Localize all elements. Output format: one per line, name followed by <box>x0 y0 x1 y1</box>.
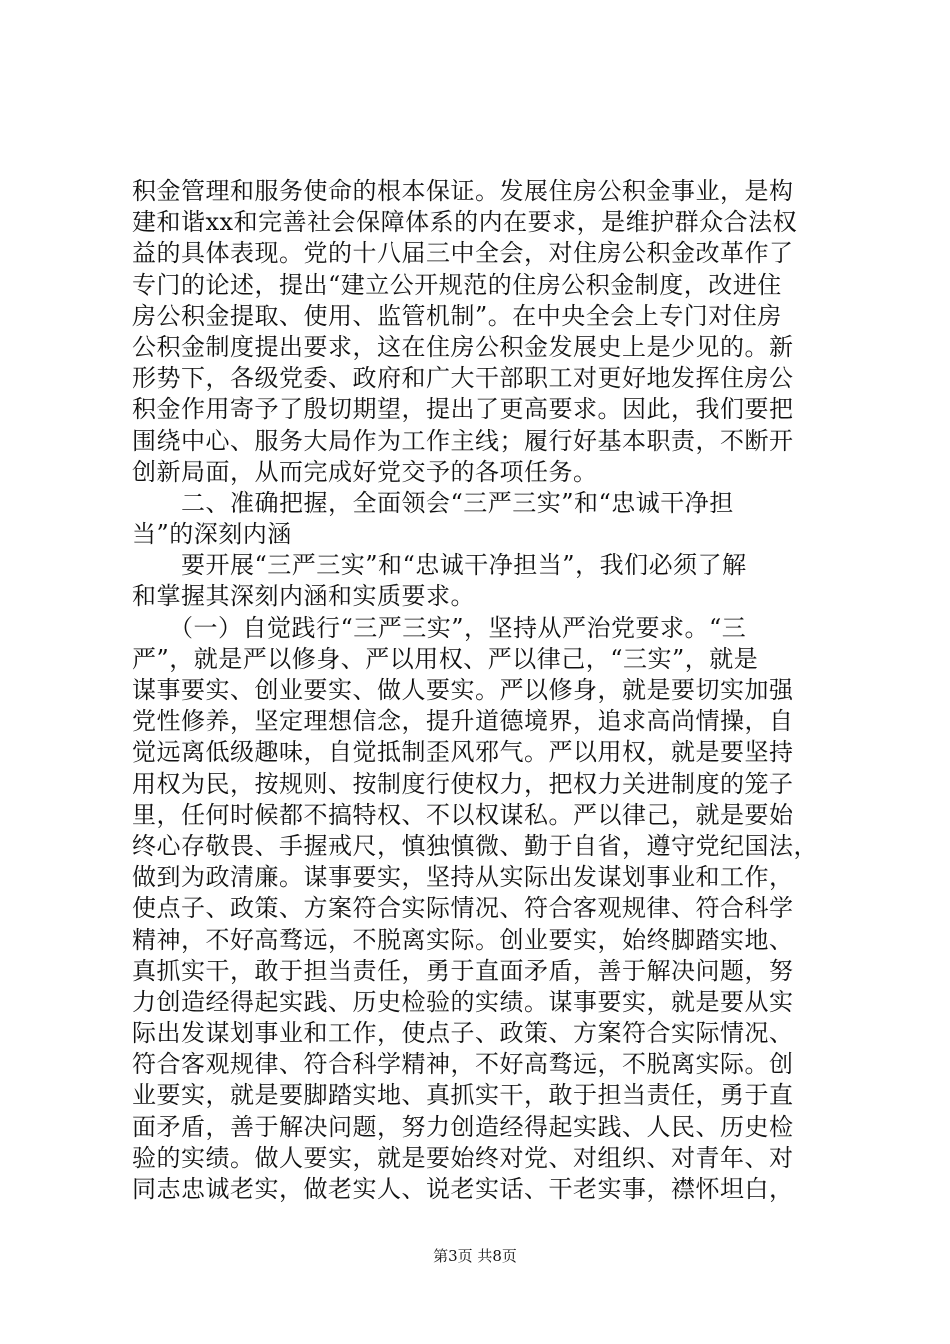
text-line: 益的具体表现。党的十八届三中全会，对住房公积金改革作了 <box>132 239 794 268</box>
text-line: 里，任何时候都不搞特权、不以权谋私。严以律己，就是要始 <box>132 800 794 829</box>
text-line: 精神，不好高骛远，不脱离实际。创业要实，始终脚踏实地、 <box>132 925 794 954</box>
text-line: 创新局面，从而完成好党交予的各项任务。 <box>132 457 598 486</box>
text-line: 专门的论述，提出“建立公开规范的住房公积金制度，改进住 <box>132 270 782 299</box>
text-line: 谋事要实、创业要实、做人要实。严以修身，就是要切实加强 <box>132 676 794 704</box>
text-line: 党性修养，坚定理想信念，提升道德境界，追求高尚情操，自 <box>132 707 794 736</box>
text-line: 公积金制度提出要求，这在住房公积金发展史上是少见的。新 <box>132 332 794 361</box>
text-line: 当”的深刻内涵 <box>132 520 292 549</box>
text-line: 使点子、政策、方案符合实际情况、符合客观规律、符合科学 <box>132 894 794 923</box>
text-line: 力创造经得起实践、历史检验的实绩。谋事要实，就是要从实 <box>132 987 794 1016</box>
text-line: 业要实，就是要脚踏实地、真抓实干，敢于担当责任，勇于直 <box>132 1081 794 1110</box>
text-line: （一）自觉践行“三严三实”，坚持从严治党要求。“三 <box>132 613 747 642</box>
text-line: 同志忠诚老实，做老实人、说老实话、干老实事，襟怀坦白， <box>132 1175 794 1203</box>
text-line: 符合客观规律、符合科学精神，不好高骛远，不脱离实际。创 <box>132 1050 794 1079</box>
body-text <box>132 176 832 1205</box>
text-line: 房公积金提取、使用、监管机制”。在中央全会上专门对住房 <box>132 301 782 330</box>
text-line: 形势下，各级党委、政府和广大干部职工对更好地发挥住房公 <box>132 364 794 393</box>
text-line: 终心存敬畏、手握戒尺，慎独慎微、勤于自省，遵守党纪国法， <box>132 831 818 860</box>
text-line: 积金管理和服务使命的根本保证。发展住房公积金事业，是构 <box>132 177 794 205</box>
text-line: 用权为民，按规则、按制度行使权力，把权力关进制度的笼子 <box>132 769 794 798</box>
text-line: 面矛盾，善于解决问题，努力创造经得起实践、人民、历史检 <box>132 1112 794 1141</box>
text-line: 要开展“三严三实”和“忠诚干净担当”，我们必须了解 <box>132 551 747 580</box>
text-line: 觉远离低级趣味，自觉抵制歪风邪气。严以用权，就是要坚持 <box>132 738 794 767</box>
text-line: 做到为政清廉。谋事要实，坚持从实际出发谋划事业和工作， <box>132 863 794 892</box>
text-line: 际出发谋划事业和工作，使点子、政策、方案符合实际情况、 <box>132 1019 794 1048</box>
text-line: 验的实绩。做人要实，就是要始终对党、对组织、对青年、对 <box>132 1143 794 1172</box>
text-line: 和掌握其深刻内涵和实质要求。 <box>132 582 475 611</box>
text-line: 二、准确把握，全面领会“三严三实”和“忠诚干净担 <box>132 488 734 517</box>
text-line: 积金作用寄予了殷切期望，提出了更高要求。因此，我们要把 <box>132 395 794 424</box>
text-line: 真抓实干，敢于担当责任，勇于直面矛盾，善于解决问题，努 <box>132 956 794 985</box>
text-line: 围绕中心、服务大局作为工作主线；履行好基本职责，不断开 <box>132 426 794 455</box>
page-footer: 第3页 共8页 <box>433 1247 517 1265</box>
text-line: 建和谐xx和完善社会保障体系的内在要求，是维护群众合法权 <box>132 208 798 237</box>
text-line: 严”，就是严以修身、严以用权、严以律己，“三实”，就是 <box>132 644 759 673</box>
